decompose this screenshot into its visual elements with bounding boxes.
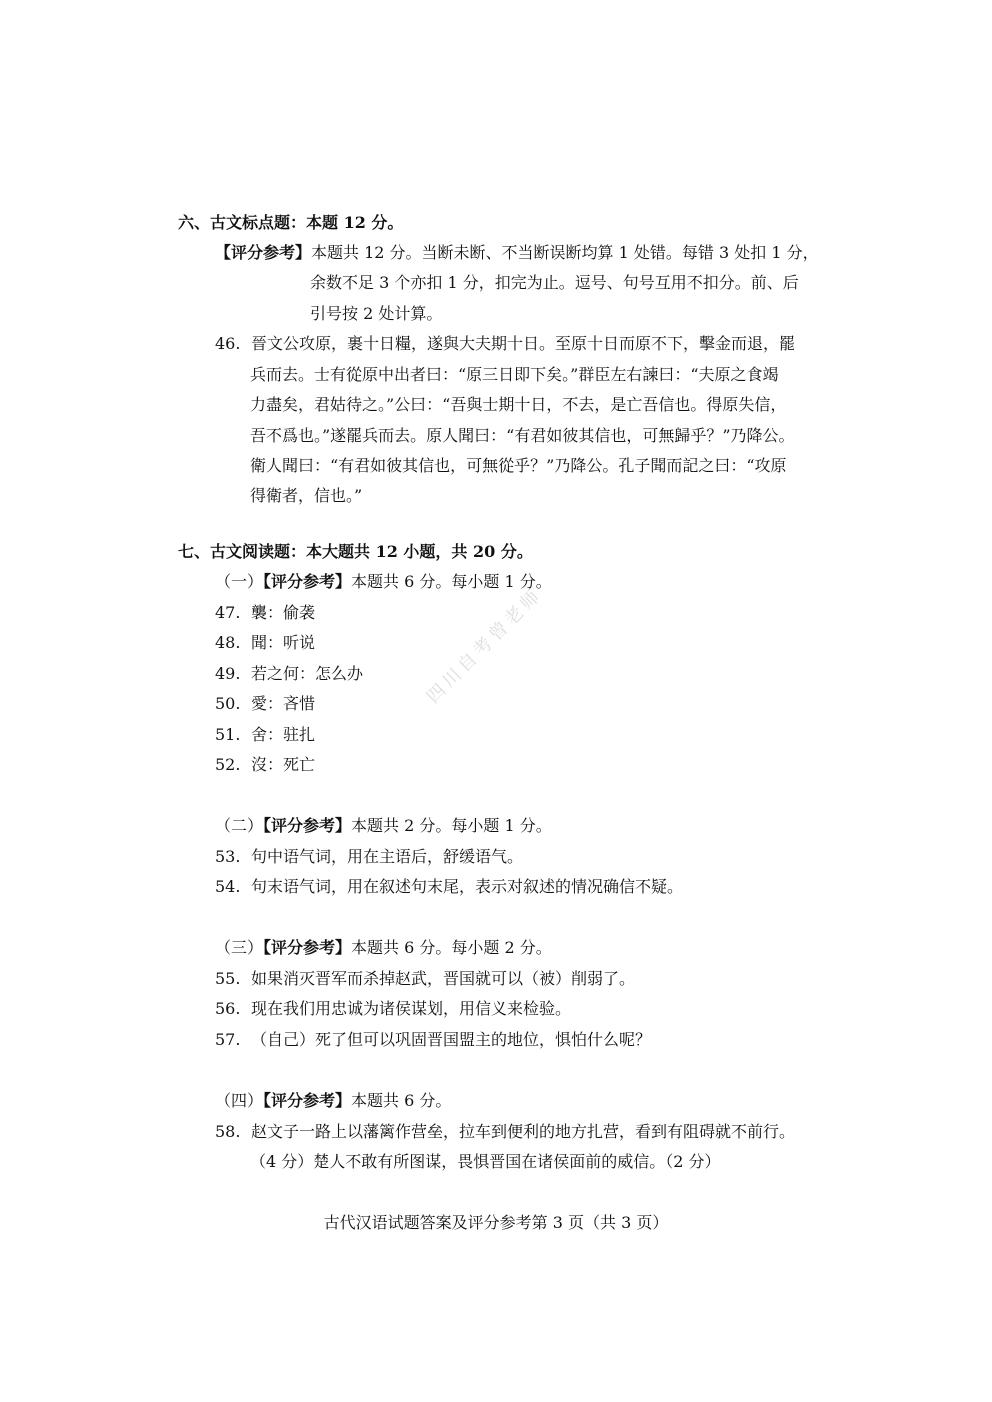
answer-item [215, 998, 571, 1020]
ref-label: 【评分参考】 [263, 816, 352, 835]
question-line: 吾不爲也。”遂罷兵而去。原人聞曰：“有君如彼其信也，可無歸乎？”乃降公。 [250, 426, 795, 445]
answer-item [215, 846, 523, 868]
ref-text: 本题共 2 分。每小题 1 分。 [351, 816, 552, 835]
answer-item [215, 724, 315, 746]
answer-item [215, 663, 363, 685]
ref-label: 【评分参考】 [215, 243, 312, 262]
ref-label: 【评分参考】 [263, 572, 352, 591]
ref-line: 本题共 12 分。当断未断、不当断误断均算 1 处错。每错 3 处扣 1 分， [311, 243, 819, 262]
section6-ref [215, 242, 819, 264]
answer-item [215, 1029, 651, 1051]
answer-number: 51. [215, 725, 241, 744]
part3-header [215, 937, 552, 959]
question-line: 晉文公攻原，裹十日糧，遂與大夫期十日。至原十日而原不下，擊金而退，罷 [251, 334, 796, 353]
section7-title: 七、古文阅读题：本大题共 12 小题，共 20 分。 [178, 542, 533, 561]
ref-line: 引号按 2 处计算。 [310, 304, 443, 323]
ref-line: 余数不足 3 个亦扣 1 分，扣完为止。逗号、句号互用不扣分。前、后 [310, 273, 799, 292]
answer-number: 47. [215, 603, 241, 622]
answer-item [215, 968, 635, 990]
ref-label: 【评分参考】 [263, 938, 352, 957]
answer-text: 如果消灭晋军而杀掉赵武，晋国就可以（被）削弱了。 [251, 969, 636, 988]
part-prefix: （三） [215, 938, 264, 957]
part2-header [215, 815, 552, 837]
answer-text: 若之何：怎么办 [251, 664, 364, 683]
answer-text: （自己）死了但可以巩固晋国盟主的地位，惧怕什么呢？ [251, 1030, 652, 1049]
answer-text: 聞：听说 [251, 633, 316, 652]
answer-number: 57. [215, 1030, 241, 1049]
answer-item [215, 876, 683, 898]
ref-text: 本题共 6 分。每小题 2 分。 [351, 938, 552, 957]
answer-text: 句末语气词，用在叙述句末尾，表示对叙述的情况确信不疑。 [251, 877, 684, 896]
answer-item [215, 693, 315, 715]
answer-number: 58. [215, 1122, 241, 1141]
answer-text: 襲：偷袭 [251, 603, 316, 622]
answer-text: 赵文子一路上以藩篱作营垒，拉车到便利的地方扎营，看到有阻碍就不前行。 [251, 1122, 796, 1141]
part-prefix: （一） [215, 572, 264, 591]
answer-item [215, 602, 315, 624]
answer-text: 愛：吝惜 [251, 694, 316, 713]
ref-text: 本题共 6 分。每小题 1 分。 [351, 572, 552, 591]
question-line: 得衛者，信也。” [250, 486, 363, 505]
question-number: 46. [215, 334, 241, 353]
question-line: 兵而去。士有從原中出者曰：“原三日即下矣。”群臣左右諫曰：“夫原之食竭 [250, 365, 779, 384]
answer-number: 52. [215, 755, 241, 774]
answer-number: 54. [215, 877, 241, 896]
answer-text: 舍：驻扎 [251, 725, 316, 744]
answer-number: 55. [215, 969, 241, 988]
answer-text: 沒：死亡 [251, 755, 316, 774]
watermark: 四川自考曾老师 [422, 583, 547, 708]
part1-header [215, 571, 552, 593]
answer-number: 53. [215, 847, 241, 866]
part-prefix: （四） [215, 1091, 264, 1110]
question-line: 力盡矣，君姑待之。”公曰：“吾與士期十日，不去，是亡吾信也。得原失信， [250, 395, 787, 414]
question-line: 衛人聞曰：“有君如彼其信也，可無從乎？”乃降公。孔子聞而記之曰：“攻原 [250, 456, 787, 475]
answer-item [215, 1121, 795, 1143]
ref-text: 本题共 6 分。 [351, 1091, 452, 1110]
page-footer: 古代汉语试题答案及评分参考第 3 页（共 3 页） [323, 1213, 669, 1232]
answer-text: 现在我们用忠诚为诸侯谋划，用信义来检验。 [251, 999, 572, 1018]
answer-item [215, 754, 315, 776]
part4-header [215, 1090, 451, 1112]
answer-number: 49. [215, 664, 241, 683]
answer-number: 50. [215, 694, 241, 713]
answer-number: 56. [215, 999, 241, 1018]
section6-title: 六、古文标点题：本题 12 分。 [178, 213, 404, 232]
answer-text-continuation: （4 分）楚人不敢有所图谋，畏惧晋国在诸侯面前的威信。（2 分） [250, 1152, 721, 1171]
ref-label: 【评分参考】 [263, 1091, 352, 1110]
answer-item [215, 632, 315, 654]
question-46 [215, 333, 795, 355]
answer-number: 48. [215, 633, 241, 652]
answer-text: 句中语气词，用在主语后，舒缓语气。 [251, 847, 524, 866]
part-prefix: （二） [215, 816, 264, 835]
